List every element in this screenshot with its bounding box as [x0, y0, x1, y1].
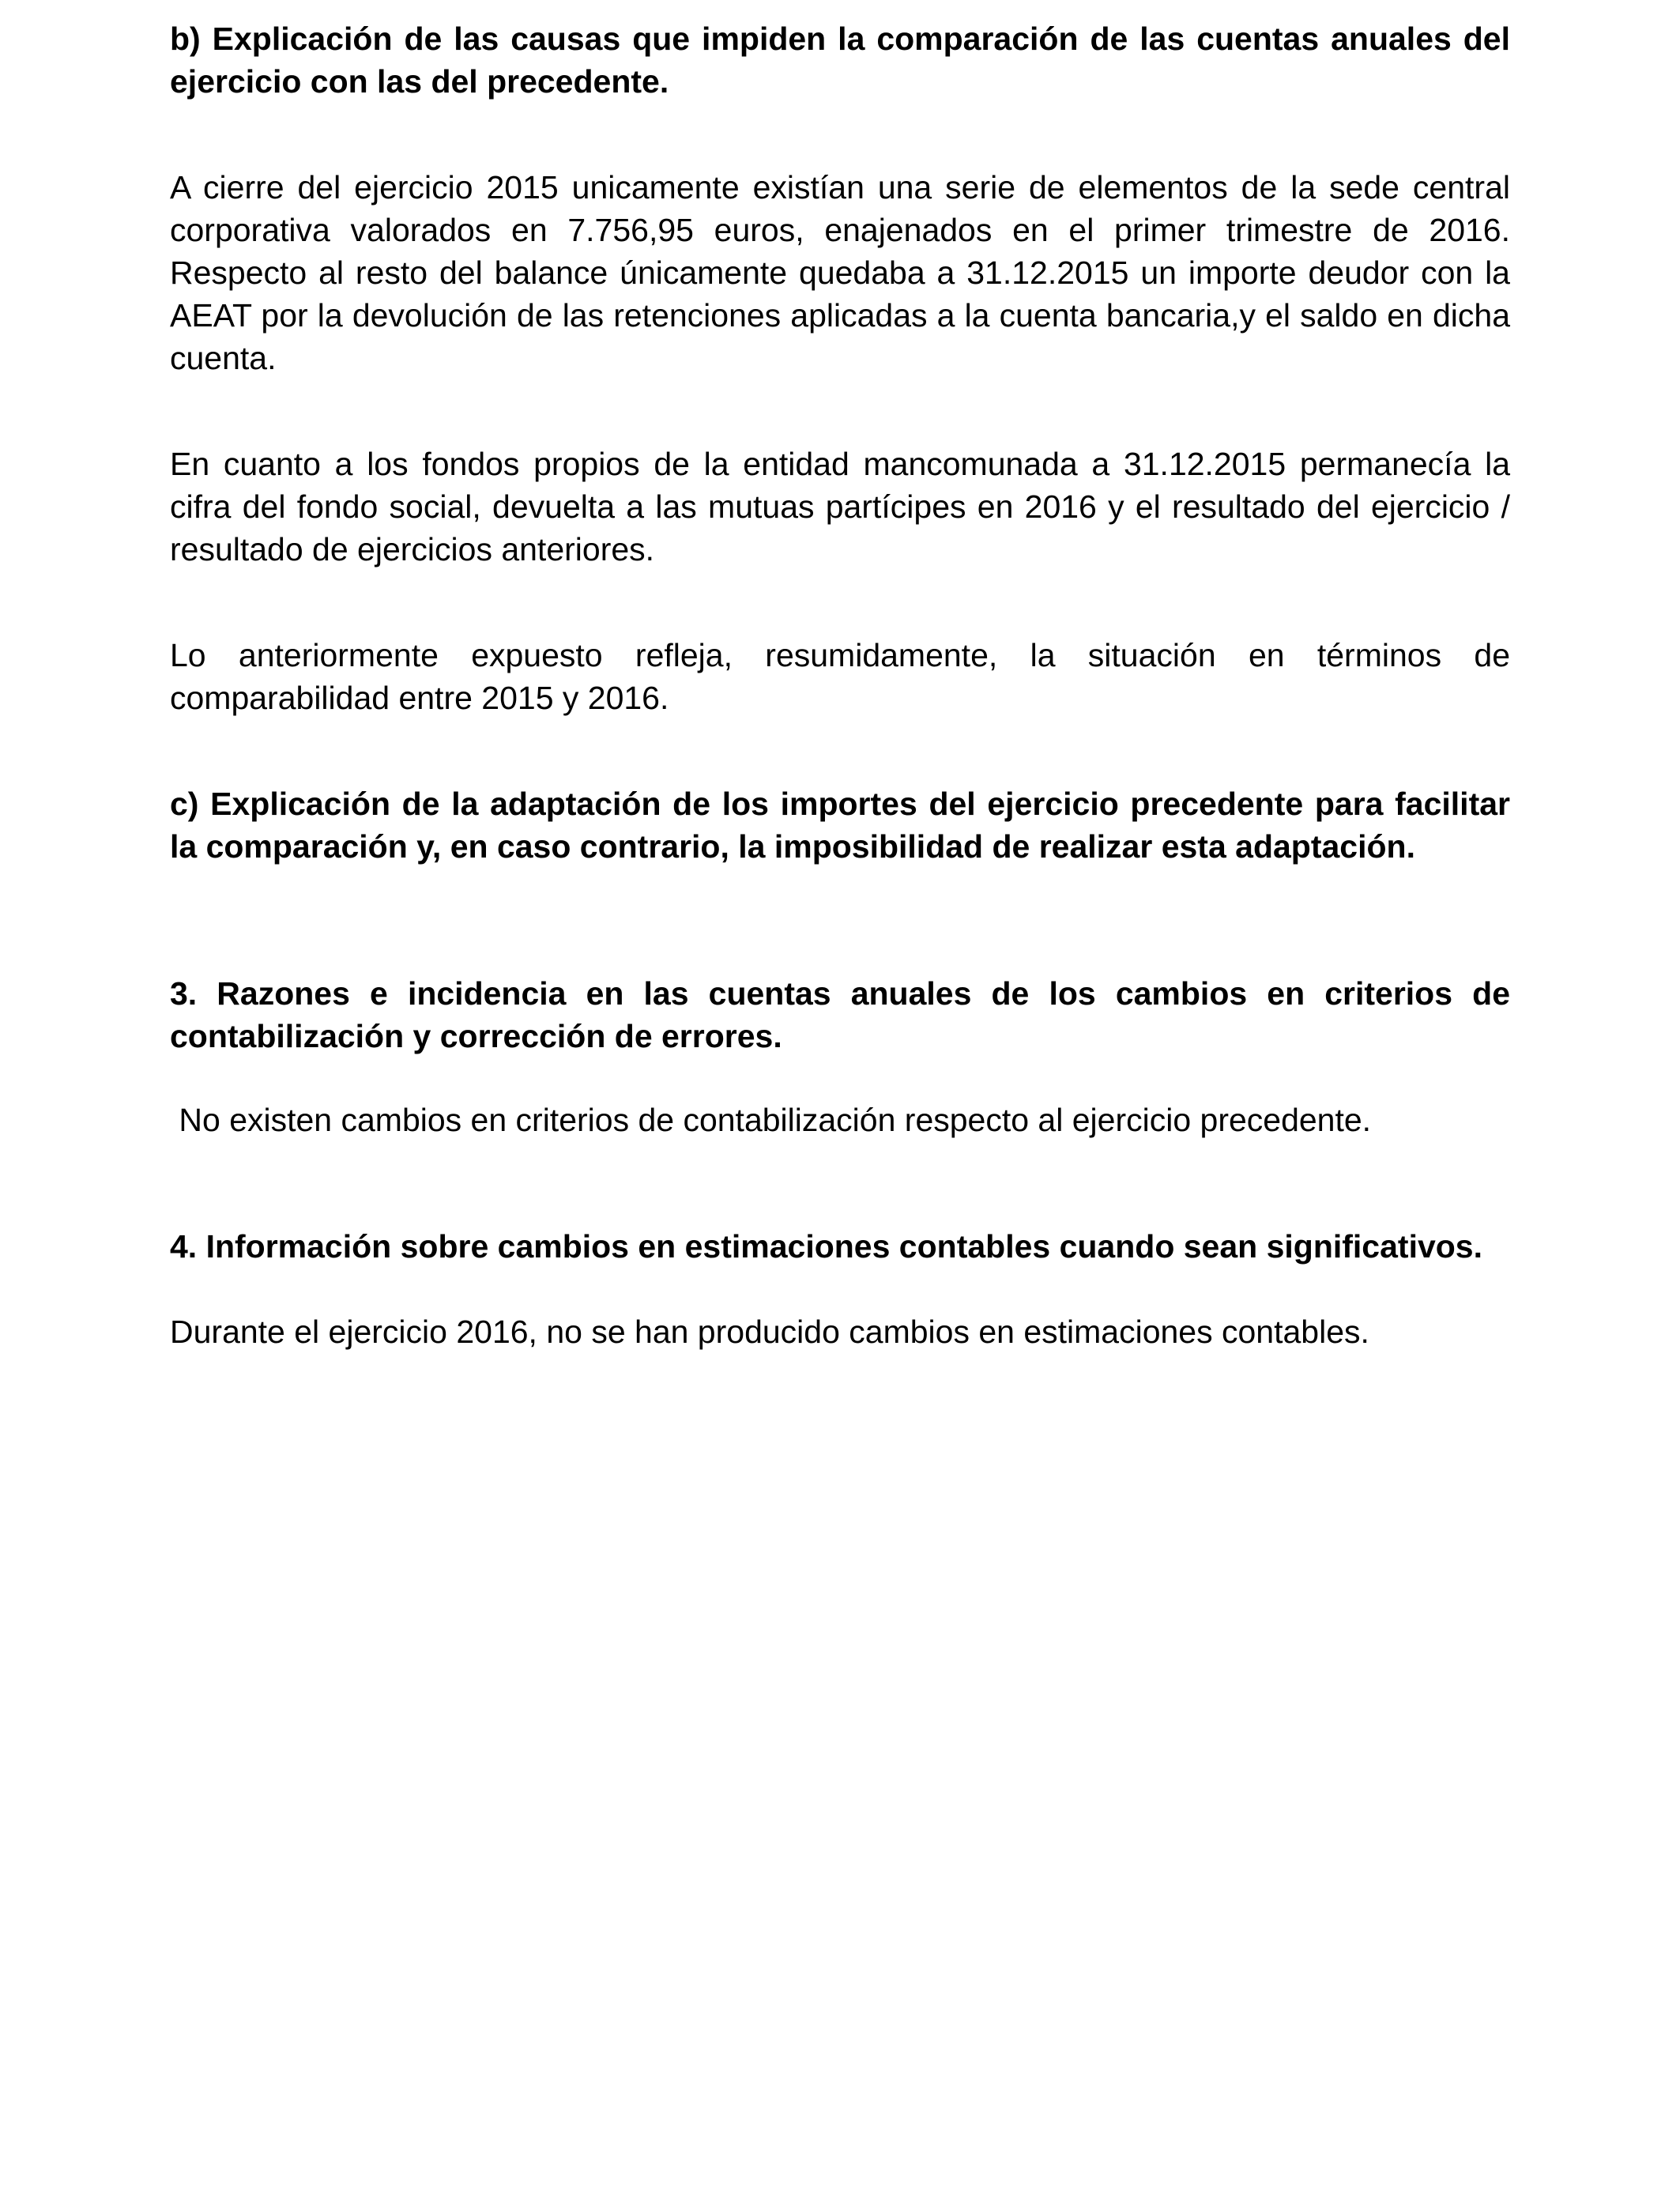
section-b-paragraph-1: A cierre del ejercicio 2015 unicamente existían una serie de elementos de la sede central corporativa valorados en 7.756,95 euros, enajenados en el primer trimestre de 2016. Respecto al resto del balance únicamente quedaba a 31.12.2015 un importe deudor con la AEAT por la devolución de las retenciones aplicadas a la cuenta bancaria,y el saldo en dicha cuenta.	[170, 169, 1510, 376]
section-4-paragraph: Durante el ejercicio 2016, no se han producido cambios en estimaciones contables.	[170, 1314, 1369, 1350]
section-3-heading: 3. Razones e incidencia en las cuentas anuales de los cambios en criterios de contabilización y corrección de errores.	[170, 975, 1510, 1054]
section-4-heading: 4. Información sobre cambios en estimaciones contables cuando sean significativos.	[170, 1228, 1483, 1265]
section-b-heading: b) Explicación de las causas que impiden la comparación de las cuentas anuales del ejercicio con las del precedente.	[170, 21, 1510, 100]
section-b-paragraph-2: En cuanto a los fondos propios de la entidad mancomunada a 31.12.2015 permanecía la cifra del fondo social, devuelta a las mutuas partícipes en 2016 y el resultado del ejercicio / resultado de ejercicios anteriores.	[170, 446, 1510, 567]
section-b-paragraph-3: Lo anteriormente expuesto refleja, resumidamente, la situación en términos de comparabilidad entre 2015 y 2016.	[170, 637, 1510, 716]
section-3-paragraph: No existen cambios en criterios de contabilización respecto al ejercicio precedente.	[170, 1102, 1372, 1138]
section-c-heading: c) Explicación de la adaptación de los importes del ejercicio precedente para facilitar la comparación y, en caso contrario, la imposibilidad de realizar esta adaptación.	[170, 786, 1510, 865]
